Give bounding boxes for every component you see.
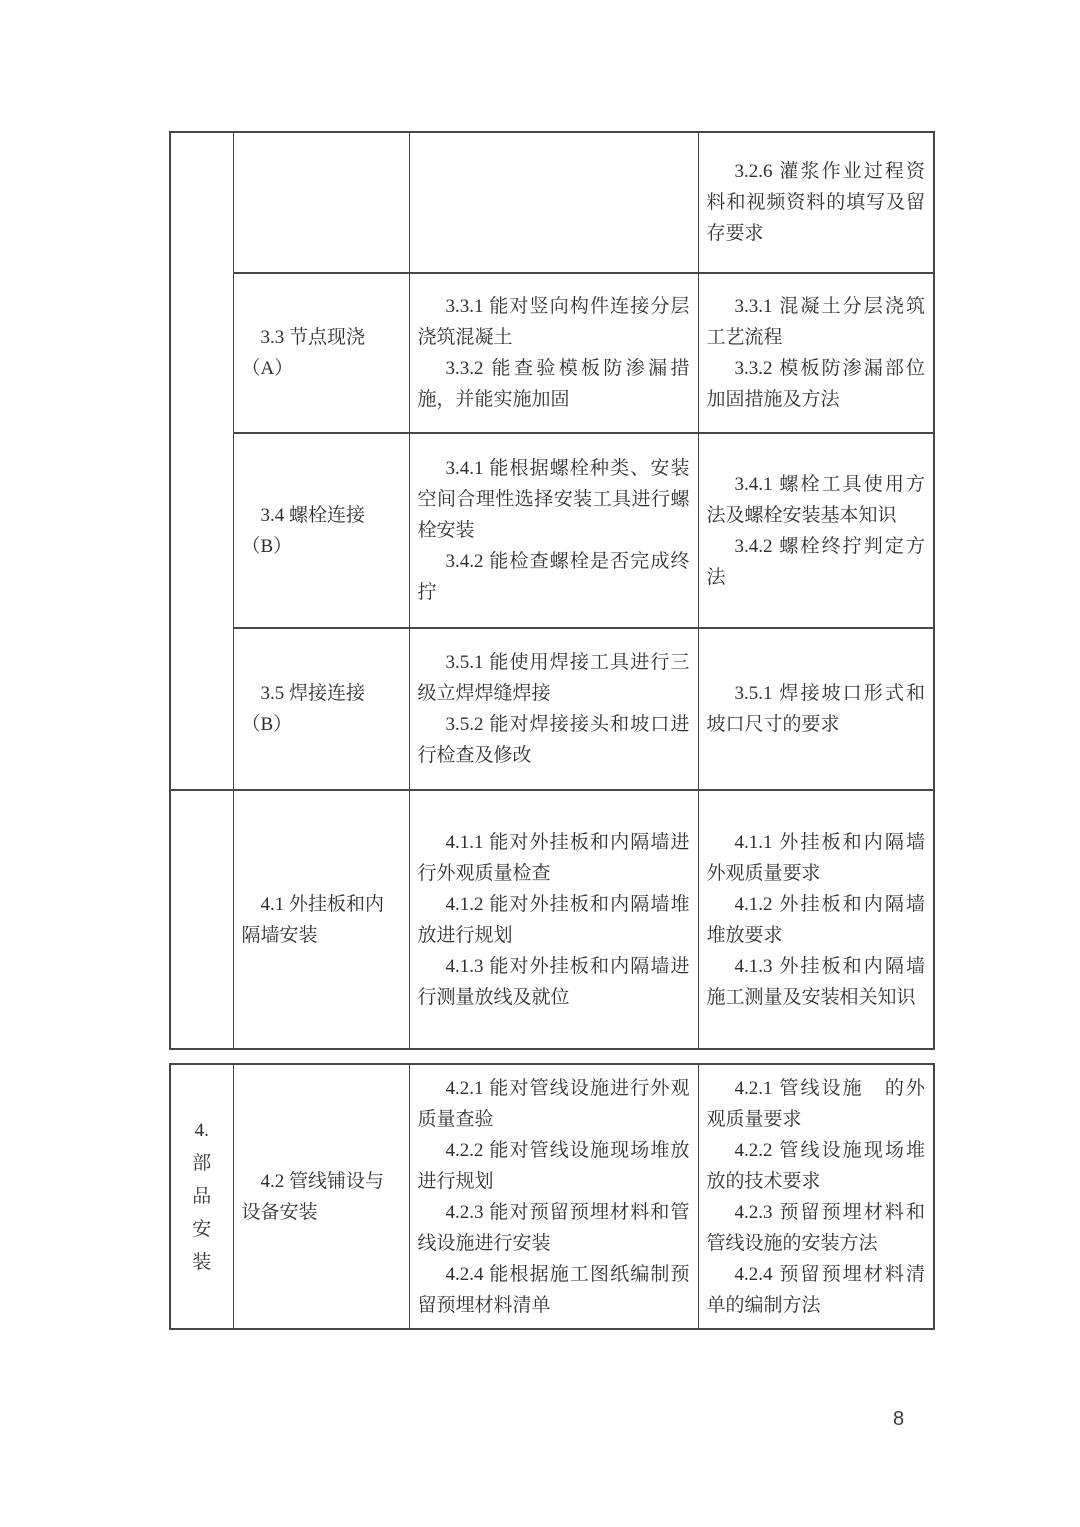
work-content-grade: （B） <box>241 714 293 735</box>
cell-related-knowledge <box>698 790 934 1049</box>
work-content-grade: （A） <box>241 358 294 379</box>
cell-related-knowledge <box>698 132 934 273</box>
work-content-label: 3.4 螺栓连接 <box>260 504 366 526</box>
skill-item: 3.4.1 能根据螺栓种类、安装空间合理性选择安装工具进行螺栓安装 <box>417 458 690 541</box>
work-content-label-cont: 隔墙安装 <box>241 924 318 946</box>
table-row-4-2 <box>170 1064 934 1329</box>
skill-item: 4.2.1 能对管线设施进行外观质量查验 <box>417 1077 690 1130</box>
cell-skill-requirements <box>409 1064 698 1329</box>
cell-work-content <box>233 1064 409 1329</box>
function-label-line: 部 <box>192 1153 212 1174</box>
knowledge-item: 3.3.2 模板防渗漏部位加固措施及方法 <box>706 358 925 410</box>
skill-item: 3.4.2 能检查螺栓是否完成终拧 <box>417 551 690 603</box>
skill-item: 4.1.3 能对外挂板和内隔墙进行测量放线及就位 <box>417 955 690 1008</box>
table-row-3-4 <box>170 433 934 628</box>
knowledge-item: 4.2.3 预留预埋材料和管线设施的安装方法 <box>706 1201 925 1254</box>
knowledge-item: 3.3.1 混凝土分层浇筑工艺流程 <box>706 296 925 348</box>
page-number: 8 <box>893 1408 905 1430</box>
knowledge-item: 3.4.2 螺栓终拧判定方法 <box>706 535 925 588</box>
skills-table-lower <box>169 1063 935 1330</box>
skill-item: 4.2.4 能根据施工图纸编制预留预埋材料清单 <box>417 1263 690 1316</box>
knowledge-item: 4.1.1 外挂板和内隔墙外观质量要求 <box>706 831 925 884</box>
work-content-label: 4.2 管线铺设与 <box>260 1170 385 1192</box>
knowledge-item: 3.4.1 螺栓工具使用方法及螺栓安装基本知识 <box>706 473 925 526</box>
skill-item: 4.2.2 能对管线设施现场堆放进行规划 <box>417 1139 690 1192</box>
cell-work-content-empty <box>233 132 409 273</box>
knowledge-item: 4.2.4 预留预埋材料清单的编制方法 <box>706 1263 925 1316</box>
function-label-line: 品 <box>192 1186 212 1207</box>
work-content-label: 3.5 焊接连接 <box>260 683 366 704</box>
work-content-label: 4.1 外挂板和内 <box>260 893 385 915</box>
skill-item: 3.3.2 能查验模板防渗漏措施，并能实施加固 <box>417 358 690 410</box>
skills-table-upper <box>169 131 935 1050</box>
skill-item: 4.1.2 能对外挂板和内隔墙堆放进行规划 <box>417 893 690 946</box>
cell-work-content <box>233 628 409 790</box>
skill-item: 4.2.3 能对预留预埋材料和管线设施进行安装 <box>417 1201 690 1254</box>
knowledge-item: 4.2.1 管线设施 的外观质量要求 <box>706 1077 925 1130</box>
table-row-3-3 <box>170 273 934 433</box>
knowledge-item: 4.1.3 外挂板和内隔墙施工测量及安装相关知识 <box>706 955 925 1008</box>
cell-related-knowledge <box>698 628 934 790</box>
table-row-4-1 <box>170 790 934 1049</box>
occupation-function-vertical-label <box>179 1114 225 1279</box>
cell-related-knowledge <box>698 1064 934 1329</box>
cell-skill-requirements <box>409 273 698 433</box>
cell-work-content <box>233 433 409 628</box>
cell-occupation-function-empty <box>170 132 233 790</box>
function-label-line: 4. <box>194 1120 209 1141</box>
cell-occupation-function-empty <box>170 790 233 1049</box>
cell-occupation-function <box>170 1064 233 1329</box>
cell-skill-requirements <box>409 628 698 790</box>
skill-item: 3.5.2 能对焊接接头和坡口进行检查及修改 <box>417 714 690 766</box>
work-content-label-cont: 设备安装 <box>241 1201 318 1223</box>
skill-item: 3.3.1 能对竖向构件连接分层浇筑混凝土 <box>417 296 690 348</box>
cell-skill-requirements <box>409 790 698 1049</box>
cell-skill-requirements-empty <box>409 132 698 273</box>
cell-related-knowledge <box>698 273 934 433</box>
cell-work-content <box>233 790 409 1049</box>
knowledge-item: 3.5.1 焊接坡口形式和坡口尺寸的要求 <box>706 683 925 735</box>
table-row-3-2-continued <box>170 132 934 273</box>
cell-related-knowledge <box>698 433 934 628</box>
function-label-line: 装 <box>192 1252 212 1273</box>
function-label-line: 安 <box>192 1219 212 1240</box>
knowledge-item: 4.1.2 外挂板和内隔墙堆放要求 <box>706 893 925 946</box>
skill-item: 4.1.1 能对外挂板和内隔墙进行外观质量检查 <box>417 831 690 884</box>
knowledge-item: 4.2.2 管线设施现场堆放的技术要求 <box>706 1139 925 1192</box>
knowledge-item: 3.2.6 灌浆作业过程资料和视频资料的填写及留存要求 <box>706 161 925 244</box>
work-content-label: 3.3 节点现浇 <box>260 327 366 348</box>
cell-work-content <box>233 273 409 433</box>
skill-item: 3.5.1 能使用焊接工具进行三级立焊焊缝焊接 <box>417 652 690 704</box>
work-content-grade: （B） <box>241 535 293 557</box>
cell-skill-requirements <box>409 433 698 628</box>
table-row-3-5 <box>170 628 934 790</box>
